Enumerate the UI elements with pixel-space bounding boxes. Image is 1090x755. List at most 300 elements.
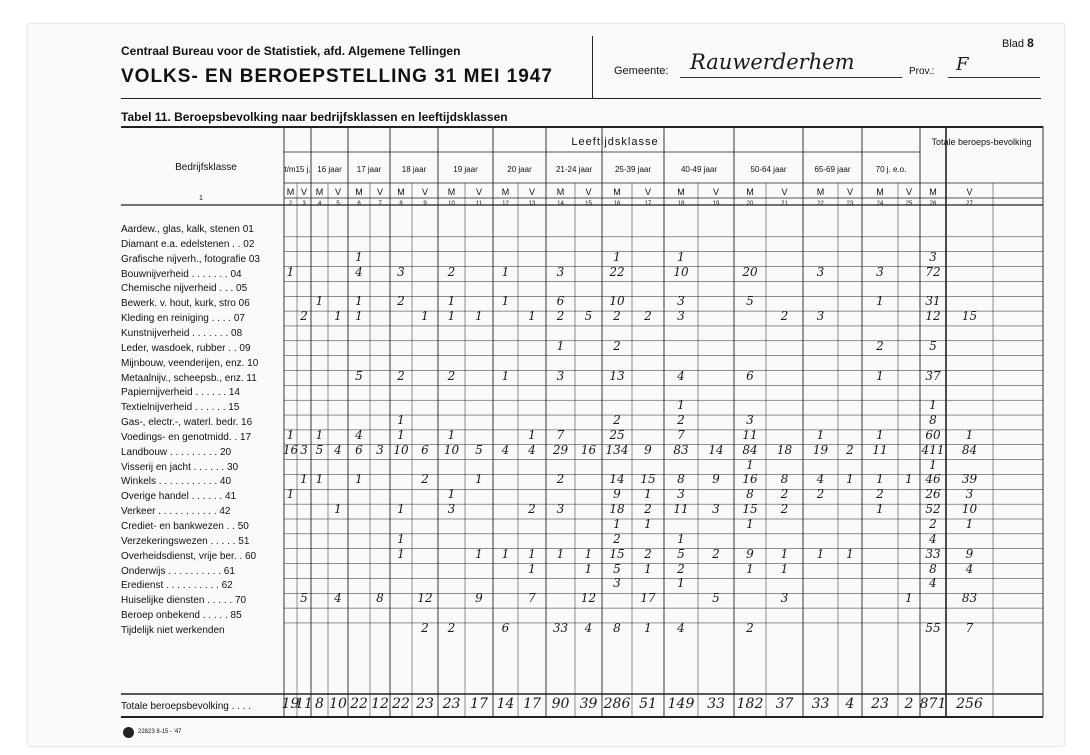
data-cell: 17 xyxy=(640,591,656,606)
data-cell: 4 xyxy=(584,620,593,635)
sex-label: M xyxy=(746,187,754,197)
age-group-header: 21-24 jaar xyxy=(555,165,593,174)
age-group-header: 16 jaar xyxy=(317,165,342,174)
column-number: 3 xyxy=(302,201,306,207)
data-cell: 14 xyxy=(708,442,724,457)
sex-label: V xyxy=(300,187,307,197)
data-cell: 19 xyxy=(812,442,829,457)
data-cell: 33 xyxy=(925,546,941,561)
age-group-header: 19 jaar xyxy=(453,165,478,174)
column-number: 21 xyxy=(781,201,788,207)
bedrijfsklasse-header: Bedrijfsklasse xyxy=(175,162,237,173)
data-cell: 3 xyxy=(876,264,884,279)
data-cell: 2 xyxy=(780,309,789,324)
data-cell: 2 xyxy=(644,546,652,561)
row-label: Grafische nijverh., fotografie 03 xyxy=(121,253,260,265)
data-cell: 1 xyxy=(746,517,754,531)
data-cell: 6 xyxy=(501,620,510,635)
data-cell: 3 xyxy=(780,591,789,606)
data-cell: 9 xyxy=(712,472,720,487)
data-cell: 1 xyxy=(876,472,884,487)
data-cell: 9 xyxy=(965,546,974,561)
table-title: Tabel 11. Beroepsbevolking naar bedrijfsklassen en leeftijdsklassen xyxy=(121,110,508,124)
data-cell: 29 xyxy=(552,442,569,457)
data-cell: 16 xyxy=(742,472,758,487)
column-number: 14 xyxy=(557,201,564,207)
totals-cell: 22 xyxy=(350,696,368,712)
sex-label: V xyxy=(966,187,973,197)
data-cell: 4 xyxy=(334,442,342,457)
data-cell: 5 xyxy=(584,309,593,324)
totals-cell: 90 xyxy=(551,696,570,712)
data-cell: 1 xyxy=(905,472,913,487)
totals-cell: 17 xyxy=(470,696,488,712)
data-cell: 15 xyxy=(609,546,625,561)
data-cell: 2 xyxy=(644,309,652,324)
column-number: 13 xyxy=(528,201,536,207)
column-number: 27 xyxy=(966,201,973,207)
data-cell: 3 xyxy=(376,442,384,457)
data-cell: 1 xyxy=(300,472,308,487)
data-cell: 1 xyxy=(644,561,652,576)
province-value: F xyxy=(956,54,969,75)
data-cell: 16 xyxy=(282,442,299,457)
totals-cell: 149 xyxy=(667,696,695,712)
row-label: Aardew., glas, kalk, stenen 01 xyxy=(121,224,254,235)
data-cell: 33 xyxy=(552,620,569,635)
column-number: 18 xyxy=(677,201,685,207)
data-cell: 8 xyxy=(677,472,685,487)
data-cell: 4 xyxy=(334,591,342,606)
sex-label: V xyxy=(781,187,788,197)
total-population-header: Totale beroeps-bevolking xyxy=(931,137,1032,147)
totals-cell: 37 xyxy=(775,696,794,712)
data-cell: 3 xyxy=(447,502,456,517)
data-cell: 1 xyxy=(355,472,363,487)
data-cell: 84 xyxy=(742,442,758,457)
data-cell: 1 xyxy=(355,294,363,309)
data-cell: 1 xyxy=(644,487,652,502)
data-cell: 1 xyxy=(315,294,324,309)
data-cell: 1 xyxy=(584,546,593,561)
column-number: 11 xyxy=(475,201,483,207)
data-cell: 1 xyxy=(846,472,854,487)
data-cell: 1 xyxy=(556,546,565,561)
data-cell: 12 xyxy=(580,591,597,606)
data-cell: 3 xyxy=(677,309,685,324)
data-cell: 3 xyxy=(929,249,937,264)
data-cell: 6 xyxy=(556,294,565,309)
row-label: Diamant e.a. edelstenen . . 02 xyxy=(121,238,255,250)
data-cell: 10 xyxy=(393,442,409,457)
data-cell: 3 xyxy=(746,413,754,428)
data-cell: 1 xyxy=(286,487,295,502)
totals-cell: 14 xyxy=(496,696,515,712)
data-cell: 5 xyxy=(300,591,308,606)
data-cell: 2 xyxy=(613,338,621,353)
age-group-title: Leeftijdsklasse xyxy=(571,136,659,148)
totals-cell: 22 xyxy=(392,696,410,712)
data-cell: 4 xyxy=(816,472,825,487)
totals-cell: 39 xyxy=(579,696,598,712)
row-label: Leder, wasdoek, rubber . . 09 xyxy=(121,342,251,354)
data-cell: 4 xyxy=(355,264,363,279)
data-cell: 1 xyxy=(421,309,429,324)
data-cell: 7 xyxy=(556,427,565,442)
data-cell: 5 xyxy=(315,442,324,457)
data-cell: 11 xyxy=(872,442,888,457)
data-cell: 1 xyxy=(397,427,405,442)
row-label: Overige handel . . . . . . 41 xyxy=(121,491,237,503)
data-cell: 3 xyxy=(556,502,565,517)
sex-label: M xyxy=(556,187,565,197)
data-cell: 1 xyxy=(528,309,536,324)
data-cell: 1 xyxy=(929,398,937,413)
data-cell: 1 xyxy=(876,502,884,517)
row-label: Bewerk. v. hout, kurk, stro 06 xyxy=(121,298,250,310)
data-cell: 2 xyxy=(780,502,789,517)
data-cell: 2 xyxy=(613,531,621,546)
data-cell: 3 xyxy=(397,264,405,279)
row-label: Verkeer . . . . . . . . . . . 42 xyxy=(121,506,231,518)
data-cell: 7 xyxy=(528,591,536,606)
data-cell: 1 xyxy=(501,546,510,561)
data-cell: 9 xyxy=(746,546,754,561)
data-cell: 5 xyxy=(677,546,685,561)
data-cell: 1 xyxy=(447,427,456,442)
row-label: Winkels . . . . . . . . . . . 40 xyxy=(121,476,232,488)
data-cell: 2 xyxy=(712,546,720,561)
data-cell: 7 xyxy=(677,427,685,442)
row-label: Onderwijs . . . . . . . . . . 61 xyxy=(121,565,235,577)
sex-label: M xyxy=(397,187,405,197)
totals-cell: 286 xyxy=(603,696,631,712)
data-cell: 1 xyxy=(501,368,510,383)
sex-label: M xyxy=(501,187,510,197)
data-cell: 134 xyxy=(605,442,629,457)
data-cell: 1 xyxy=(613,517,621,531)
data-cell: 1 xyxy=(528,546,536,561)
age-group-header: 40-49 jaar xyxy=(680,165,718,174)
data-cell: 1 xyxy=(816,546,825,561)
row-label: Landbouw . . . . . . . . . 20 xyxy=(121,446,232,458)
row-label: Eredienst . . . . . . . . . . 62 xyxy=(121,580,233,592)
data-cell: 411 xyxy=(921,442,945,457)
column-number: 6 xyxy=(357,201,361,207)
totals-cell: 17 xyxy=(523,696,541,712)
data-cell: 1 xyxy=(876,294,884,309)
data-cell: 1 xyxy=(746,561,754,576)
data-cell: 72 xyxy=(925,264,941,279)
sex-label: V xyxy=(644,187,651,197)
sex-label: V xyxy=(846,187,853,197)
data-cell: 8 xyxy=(780,472,789,487)
data-cell: 16 xyxy=(580,442,597,457)
data-cell: 39 xyxy=(961,472,978,487)
age-group-header: t/m15 j. xyxy=(284,165,311,174)
sex-label: M xyxy=(876,187,884,197)
form-title: VOLKS- EN BEROEPSTELLING 31 MEI 1947 xyxy=(121,66,553,87)
data-cell: 2 xyxy=(876,338,884,353)
data-cell: 5 xyxy=(712,591,720,606)
data-cell: 1 xyxy=(905,591,913,606)
row-label: Papiernijverheid . . . . . . 14 xyxy=(121,387,240,399)
row-label: Huiselijke diensten . . . . . 70 xyxy=(121,595,247,607)
data-cell: 1 xyxy=(965,517,974,531)
data-cell: 1 xyxy=(816,427,825,442)
data-cell: 1 xyxy=(556,338,565,353)
data-cell: 6 xyxy=(746,368,754,383)
column-number: 24 xyxy=(876,201,884,207)
data-cell: 4 xyxy=(528,442,536,457)
data-cell: 1 xyxy=(397,531,405,546)
column-number: 17 xyxy=(644,201,652,207)
data-cell: 14 xyxy=(609,472,625,487)
data-cell: 11 xyxy=(742,427,758,442)
data-cell: 1 xyxy=(613,249,621,264)
data-cell: 2 xyxy=(528,502,536,517)
data-cell: 2 xyxy=(677,413,685,428)
column-number: 4 xyxy=(317,201,322,207)
column-number: 22 xyxy=(817,201,824,207)
data-cell: 15 xyxy=(742,502,758,517)
column-number: 20 xyxy=(746,201,754,207)
totals-cell: 8 xyxy=(315,696,324,712)
data-cell: 3 xyxy=(816,309,825,324)
totals-cell: 33 xyxy=(707,696,725,712)
data-cell: 2 xyxy=(447,368,456,383)
data-cell: 1 xyxy=(397,413,405,428)
row-label: Textielnijverheid . . . . . . 15 xyxy=(121,402,240,414)
data-cell: 18 xyxy=(776,442,793,457)
age-group-header: 17 jaar xyxy=(356,165,382,174)
data-cell: 25 xyxy=(609,427,625,442)
totals-cell: 10 xyxy=(329,696,347,712)
row-label: Verzekeringswezen . . . . . 51 xyxy=(121,535,250,547)
data-cell: 9 xyxy=(475,591,483,606)
data-cell: 3 xyxy=(965,487,974,502)
sex-label: M xyxy=(929,187,937,197)
data-cell: 1 xyxy=(334,309,342,324)
data-cell: 1 xyxy=(780,546,789,561)
data-cell: 5 xyxy=(355,368,363,383)
data-cell: 2 xyxy=(746,620,754,635)
printer-seal-icon xyxy=(123,727,134,738)
data-cell: 2 xyxy=(447,264,456,279)
data-cell: 4 xyxy=(929,531,937,546)
data-cell: 4 xyxy=(965,561,974,576)
data-cell: 2 xyxy=(613,413,621,428)
data-cell: 60 xyxy=(925,427,941,442)
municipality-value: Rauwerderhem xyxy=(690,50,855,74)
sex-label: V xyxy=(528,187,535,197)
data-cell: 2 xyxy=(644,502,652,517)
data-cell: 3 xyxy=(556,368,565,383)
data-cell: 10 xyxy=(609,294,625,309)
data-cell: 15 xyxy=(961,309,978,324)
data-cell: 1 xyxy=(876,368,884,383)
data-cell: 3 xyxy=(816,264,825,279)
totals-label: Totale beroepsbevolking . . . . xyxy=(121,701,252,712)
row-label: Kunstnijverheid . . . . . . . 08 xyxy=(121,327,243,339)
column-number: 2 xyxy=(288,201,293,207)
data-cell: 3 xyxy=(677,294,685,309)
row-label: Chemische nijverheid . . . 05 xyxy=(121,283,248,295)
data-cell: 1 xyxy=(501,294,510,309)
data-cell: 1 xyxy=(501,264,510,279)
age-group-header: 25-39 jaar xyxy=(614,165,652,174)
data-cell: 83 xyxy=(673,442,689,457)
data-cell: 20 xyxy=(742,264,758,279)
data-cell: 8 xyxy=(929,413,937,428)
totals-cell: 2 xyxy=(904,696,914,712)
data-cell: 2 xyxy=(876,487,884,502)
data-cell: 1 xyxy=(447,294,456,309)
totals-cell: 23 xyxy=(416,696,434,712)
column-number: 19 xyxy=(712,201,720,207)
column-number: 12 xyxy=(502,201,509,207)
data-cell: 37 xyxy=(925,368,941,383)
data-cell: 2 xyxy=(397,368,405,383)
data-cell: 1 xyxy=(965,427,974,442)
data-cell: 3 xyxy=(556,264,565,279)
data-cell: 3 xyxy=(712,502,720,517)
data-cell: 1 xyxy=(677,249,685,264)
data-cell: 2 xyxy=(677,561,685,576)
sex-label: V xyxy=(475,187,482,197)
sex-label: M xyxy=(315,187,324,197)
column-number: 23 xyxy=(846,201,854,207)
row-label: Metaalnijv., scheepsb., enz. 11 xyxy=(121,372,257,384)
data-cell: 15 xyxy=(640,472,656,487)
data-cell: 12 xyxy=(925,309,941,324)
data-cell: 2 xyxy=(447,620,456,635)
data-cell: 83 xyxy=(961,591,978,606)
column-number: 7 xyxy=(378,201,382,207)
totals-cell: 4 xyxy=(845,696,855,712)
column-number: 8 xyxy=(399,201,403,207)
row-label: Overheidsdienst, vrije ber. . 60 xyxy=(121,550,257,562)
data-cell: 52 xyxy=(925,502,941,517)
data-cell: 1 xyxy=(584,561,593,576)
totals-cell: 51 xyxy=(639,696,657,712)
data-cell: 1 xyxy=(334,502,342,517)
totals-cell: 19 xyxy=(281,696,300,712)
row-label: Beroep onbekend . . . . . 85 xyxy=(121,610,242,622)
data-cell: 8 xyxy=(613,620,621,635)
data-cell: 1 xyxy=(846,546,854,561)
data-cell: 1 xyxy=(780,561,789,576)
data-cell: 2 xyxy=(780,487,789,502)
data-cell: 1 xyxy=(746,457,754,472)
totals-cell: 23 xyxy=(871,696,889,712)
data-cell: 2 xyxy=(846,442,854,457)
data-cell: 13 xyxy=(609,368,625,383)
data-cell: 2 xyxy=(556,472,565,487)
data-cell: 3 xyxy=(300,442,308,457)
column-number: 15 xyxy=(585,201,592,207)
sex-label: V xyxy=(376,187,383,197)
first-column-number: 1 xyxy=(199,195,203,202)
data-cell: 6 xyxy=(355,442,363,457)
row-label: Visserij en jacht . . . . . . 30 xyxy=(121,461,239,473)
totals-cell: 182 xyxy=(736,696,764,712)
data-cell: 2 xyxy=(397,294,405,309)
data-cell: 1 xyxy=(475,309,483,324)
data-cell: 1 xyxy=(355,309,363,324)
data-cell: 3 xyxy=(613,576,621,591)
row-label: Mijnbouw, veenderijen, enz. 10 xyxy=(121,357,259,369)
row-label: Voedings- en genotmidd. . 17 xyxy=(121,431,252,443)
data-cell: 5 xyxy=(929,338,937,353)
data-cell: 10 xyxy=(961,502,978,517)
sex-label: V xyxy=(712,187,719,197)
data-cell: 2 xyxy=(300,309,308,324)
sex-label: M xyxy=(677,187,685,197)
sex-label: M xyxy=(355,187,363,197)
data-cell: 1 xyxy=(677,531,685,546)
data-cell: 12 xyxy=(417,591,433,606)
totals-cell: 33 xyxy=(811,696,830,712)
data-cell: 1 xyxy=(876,427,884,442)
data-cell: 1 xyxy=(644,517,652,531)
data-cell: 5 xyxy=(613,561,621,576)
data-cell: 7 xyxy=(965,620,974,635)
sex-label: M xyxy=(286,187,295,197)
data-cell: 4 xyxy=(677,620,685,635)
row-label: Gas-, electr.-, waterl. bedr. 16 xyxy=(121,417,253,429)
sex-label: M xyxy=(816,187,825,197)
form-print-code: 22823 8-15 - '47 xyxy=(138,729,182,735)
row-label: Bouwnijverheid . . . . . . . 04 xyxy=(121,268,242,280)
data-cell: 22 xyxy=(609,264,625,279)
sex-label: M xyxy=(613,187,621,197)
data-cell: 2 xyxy=(421,620,429,635)
age-group-header: 20 jaar xyxy=(507,165,532,174)
data-cell: 1 xyxy=(644,620,652,635)
data-cell: 8 xyxy=(376,591,384,606)
data-cell: 2 xyxy=(929,517,937,531)
data-cell: 1 xyxy=(315,427,324,442)
age-group-header: 65-69 jaar xyxy=(814,165,851,174)
row-label: Tijdelijk niet werkenden xyxy=(121,624,225,636)
sheet-label: Blad xyxy=(1002,38,1025,50)
data-cell: 31 xyxy=(925,294,941,309)
data-cell: 2 xyxy=(421,472,429,487)
data-cell: 4 xyxy=(355,427,363,442)
province-label: Prov.: xyxy=(909,66,935,77)
data-cell: 1 xyxy=(447,487,456,502)
column-number: 16 xyxy=(613,201,621,207)
data-cell: 1 xyxy=(528,427,536,442)
sex-label: V xyxy=(421,187,428,197)
data-cell: 4 xyxy=(929,576,937,591)
data-cell: 1 xyxy=(677,398,685,413)
data-cell: 10 xyxy=(443,442,460,457)
data-cell: 18 xyxy=(609,502,625,517)
data-cell: 1 xyxy=(929,457,937,472)
data-cell: 1 xyxy=(397,502,405,517)
data-cell: 1 xyxy=(528,561,536,576)
sex-label: M xyxy=(447,187,456,197)
data-cell: 1 xyxy=(475,472,483,487)
data-cell: 5 xyxy=(475,442,483,457)
data-cell: 84 xyxy=(961,442,978,457)
data-cell: 1 xyxy=(447,309,456,324)
age-group-header: 18 jaar xyxy=(401,165,427,174)
column-number: 9 xyxy=(423,201,427,207)
data-cell: 1 xyxy=(677,576,685,591)
